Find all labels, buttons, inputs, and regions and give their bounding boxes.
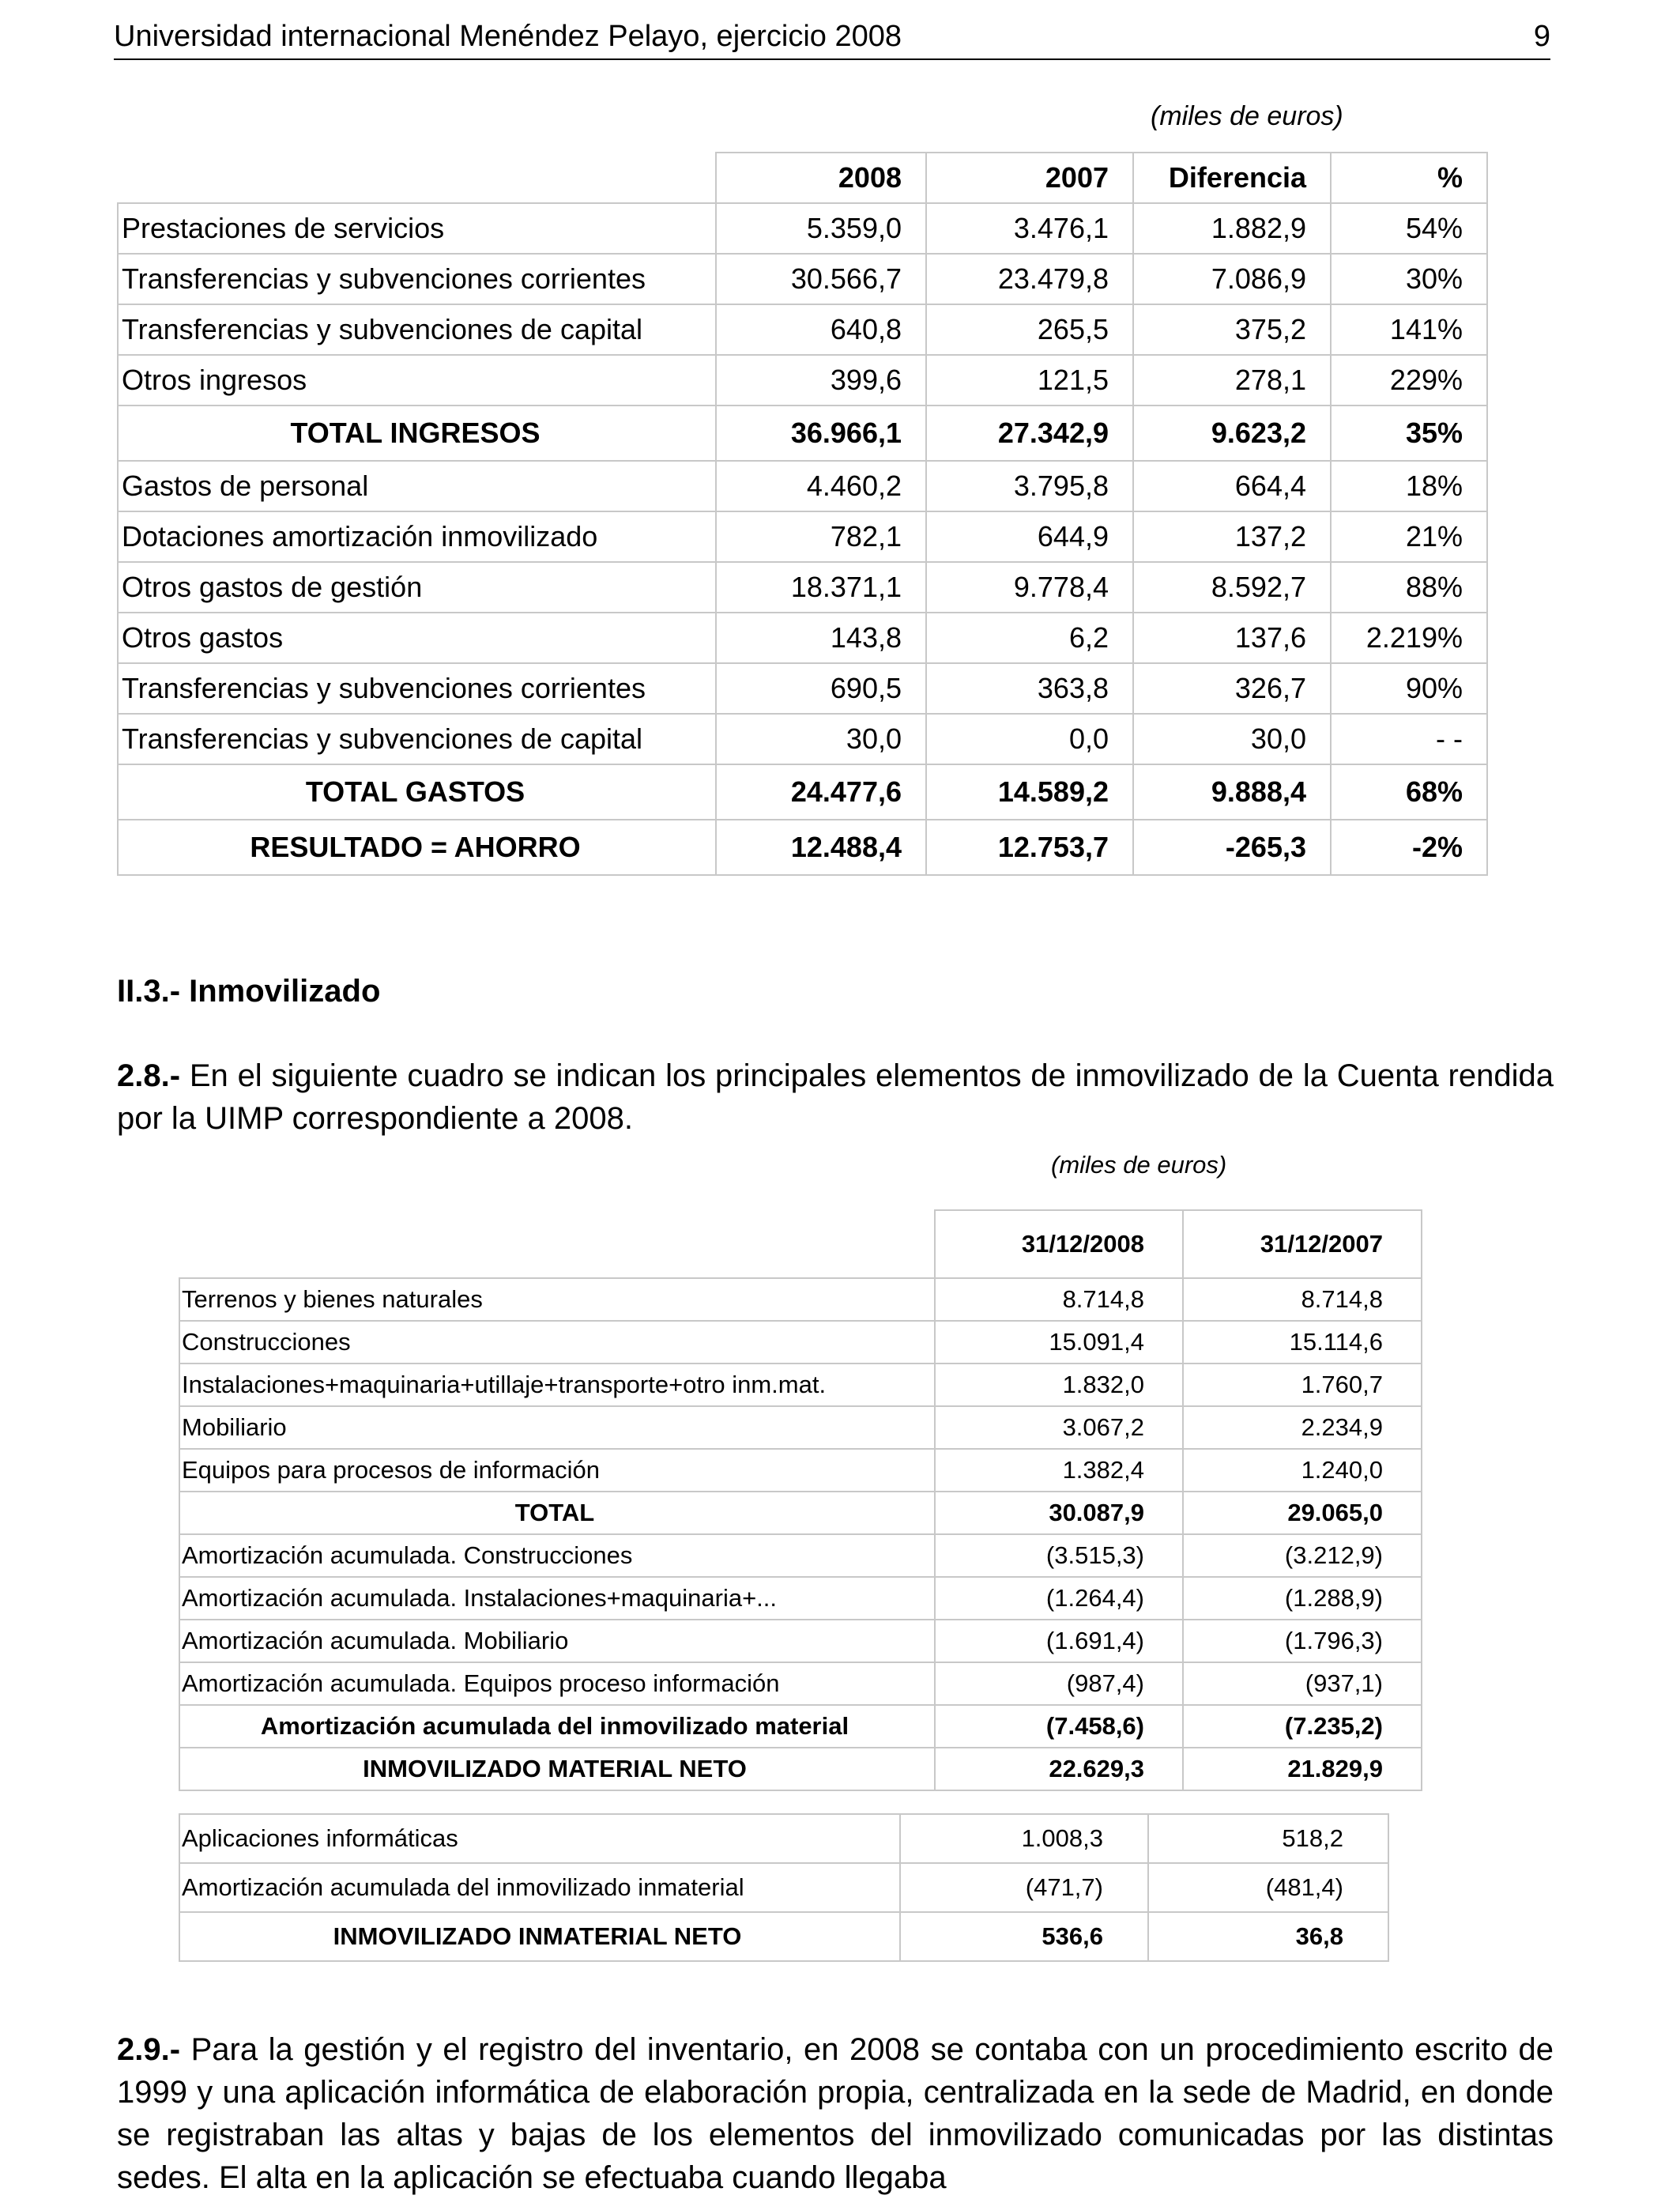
paragraph-2-9 [117, 2028, 1554, 2199]
cell-value: 265,5 [926, 304, 1133, 355]
row-label: Amortización acumulada del inmovilizado material [179, 1705, 935, 1748]
row-label: Otros gastos [118, 613, 716, 663]
cell-value: -2% [1331, 820, 1487, 875]
header-blank-cell [118, 153, 716, 203]
row-label: Mobiliario [179, 1406, 935, 1449]
row-label: Gastos de personal [118, 461, 716, 511]
cell-value: 3.067,2 [935, 1406, 1183, 1449]
cell-value: 18% [1331, 461, 1487, 511]
row-label: Equipos para procesos de información [179, 1449, 935, 1492]
cell-value: 399,6 [716, 355, 926, 405]
total-row [118, 405, 1487, 461]
table-row [179, 1814, 1388, 1863]
cell-value: 8.592,7 [1133, 562, 1331, 613]
cell-value: 15.091,4 [935, 1321, 1183, 1364]
cell-value: 143,8 [716, 613, 926, 663]
cell-value: 21.829,9 [1183, 1748, 1422, 1790]
cell-value: 2.219% [1331, 613, 1487, 663]
table-row [179, 1321, 1422, 1364]
table-row [118, 203, 1487, 254]
row-label: RESULTADO = AHORRO [118, 820, 716, 875]
cell-value: 18.371,1 [716, 562, 926, 613]
cell-value: 9.623,2 [1133, 405, 1331, 461]
cell-value: 90% [1331, 663, 1487, 714]
total-row [118, 764, 1487, 820]
cell-value: 22.629,3 [935, 1748, 1183, 1790]
row-label: Amortización acumulada. Instalaciones+maquinaria+... [179, 1577, 935, 1620]
cell-value: 536,6 [900, 1912, 1148, 1961]
cell-value: 690,5 [716, 663, 926, 714]
cell-value: 3.795,8 [926, 461, 1133, 511]
table-row [118, 714, 1487, 764]
total-row [179, 1912, 1388, 1961]
table-row [179, 1364, 1422, 1406]
cell-value: 1.382,4 [935, 1449, 1183, 1492]
row-label: Otros gastos de gestión [118, 562, 716, 613]
cell-value: 326,7 [1133, 663, 1331, 714]
cell-value: 68% [1331, 764, 1487, 820]
cell-value: -265,3 [1133, 820, 1331, 875]
table-row [118, 304, 1487, 355]
cell-value: 137,6 [1133, 613, 1331, 663]
row-label: Amortización acumulada del inmovilizado inmaterial [179, 1863, 900, 1912]
table2-units-note: (miles de euros) [1051, 1151, 1227, 1179]
cell-value: 24.477,6 [716, 764, 926, 820]
row-label: INMOVILIZADO INMATERIAL NETO [179, 1912, 900, 1961]
column-header: % [1331, 153, 1487, 203]
cell-value: 4.460,2 [716, 461, 926, 511]
cell-value: 518,2 [1148, 1814, 1388, 1863]
row-label: Transferencias y subvenciones de capital [118, 714, 716, 764]
page-number: 9 [1533, 20, 1550, 53]
cell-value: 8.714,8 [1183, 1278, 1422, 1321]
table-row [179, 1620, 1422, 1662]
cell-value: (987,4) [935, 1662, 1183, 1705]
cell-value: 29.065,0 [1183, 1492, 1422, 1534]
table-row [118, 254, 1487, 304]
cell-value: 21% [1331, 511, 1487, 562]
cell-value: 27.342,9 [926, 405, 1133, 461]
column-header: 31/12/2007 [1183, 1210, 1422, 1278]
row-label: Transferencias y subvenciones corrientes [118, 663, 716, 714]
cell-value: 30.087,9 [935, 1492, 1183, 1534]
cell-value: 1.008,3 [900, 1814, 1148, 1863]
table-row [179, 1577, 1422, 1620]
cell-value: (7.235,2) [1183, 1705, 1422, 1748]
cell-value: 30,0 [1133, 714, 1331, 764]
cell-value: (3.515,3) [935, 1534, 1183, 1577]
table-header-row [118, 153, 1487, 203]
cell-value: (1.691,4) [935, 1620, 1183, 1662]
cell-value: 664,4 [1133, 461, 1331, 511]
cell-value: (7.458,6) [935, 1705, 1183, 1748]
cell-value: 12.753,7 [926, 820, 1133, 875]
total-row [179, 1748, 1422, 1790]
cell-value: (1.796,3) [1183, 1620, 1422, 1662]
cell-value: 30,0 [716, 714, 926, 764]
row-label: Dotaciones amortización inmovilizado [118, 511, 716, 562]
cell-value: 1.832,0 [935, 1364, 1183, 1406]
cell-value: 35% [1331, 405, 1487, 461]
table-row [118, 511, 1487, 562]
cell-value: 137,2 [1133, 511, 1331, 562]
column-header: 31/12/2008 [935, 1210, 1183, 1278]
row-label: Prestaciones de servicios [118, 203, 716, 254]
cell-value: 1.760,7 [1183, 1364, 1422, 1406]
paragraph-text: En el siguiente cuadro se indican los principales elementos de inmovilizado de la Cuenta rendida por la UIMP correspondiente a 2008. [117, 1058, 1554, 1136]
cell-value: 88% [1331, 562, 1487, 613]
cell-value: 141% [1331, 304, 1487, 355]
cell-value: (471,7) [900, 1863, 1148, 1912]
table-row [179, 1278, 1422, 1321]
cell-value: 644,9 [926, 511, 1133, 562]
paragraph-number: 2.8.- [117, 1058, 181, 1093]
cell-value: 229% [1331, 355, 1487, 405]
total-row [118, 820, 1487, 875]
header-title: Universidad internacional Menéndez Pelayo, ejercicio 2008 [114, 20, 902, 53]
intangible-assets-table [179, 1813, 1389, 1962]
cell-value: 12.488,4 [716, 820, 926, 875]
total-row [179, 1492, 1422, 1534]
column-header: Diferencia [1133, 153, 1331, 203]
row-label: Amortización acumulada. Construcciones [179, 1534, 935, 1577]
row-label: Terrenos y bienes naturales [179, 1278, 935, 1321]
fixed-assets-table [179, 1209, 1422, 1791]
table-row [118, 613, 1487, 663]
section-title: II.3.- Inmovilizado [117, 974, 381, 1009]
paragraph-text: Para la gestión y el registro del inventario, en 2008 se contaba con un procedimiento escrito de 1999 y una aplicación informática de elaboración propia, centralizada en la sede de Madrid, en donde se registraban las altas y bajas de los elementos del inmovilizado comunicadas por las distintas sedes. El alta en la aplicación se efectuaba cuando llegaba [117, 2032, 1554, 2195]
row-label: Transferencias y subvenciones corrientes [118, 254, 716, 304]
table-row [118, 663, 1487, 714]
table-row [179, 1662, 1422, 1705]
row-label: Construcciones [179, 1321, 935, 1364]
cell-value: 9.778,4 [926, 562, 1133, 613]
cell-value: 375,2 [1133, 304, 1331, 355]
table-row [118, 461, 1487, 511]
paragraph-number: 2.9.- [117, 2032, 181, 2067]
cell-value: 1.240,0 [1183, 1449, 1422, 1492]
table-row [179, 1863, 1388, 1912]
page-header [114, 17, 1550, 60]
cell-value: 363,8 [926, 663, 1133, 714]
table-row [179, 1449, 1422, 1492]
cell-value: (1.264,4) [935, 1577, 1183, 1620]
cell-value: 782,1 [716, 511, 926, 562]
header-blank-cell [179, 1210, 935, 1278]
paragraph-2-8 [117, 1054, 1554, 1140]
cell-value: 30.566,7 [716, 254, 926, 304]
column-header: 2008 [716, 153, 926, 203]
cell-value: 8.714,8 [935, 1278, 1183, 1321]
table-row [118, 355, 1487, 405]
cell-value: 36.966,1 [716, 405, 926, 461]
table-row [118, 562, 1487, 613]
row-label: TOTAL INGRESOS [118, 405, 716, 461]
cell-value: (937,1) [1183, 1662, 1422, 1705]
table1-units-note: (miles de euros) [1151, 101, 1343, 131]
cell-value: (1.288,9) [1183, 1577, 1422, 1620]
cell-value: 6,2 [926, 613, 1133, 663]
cell-value: 0,0 [926, 714, 1133, 764]
column-header: 2007 [926, 153, 1133, 203]
cell-value: 1.882,9 [1133, 203, 1331, 254]
row-label: TOTAL GASTOS [118, 764, 716, 820]
cell-value: 3.476,1 [926, 203, 1133, 254]
row-label: Amortización acumulada. Mobiliario [179, 1620, 935, 1662]
cell-value: - - [1331, 714, 1487, 764]
row-label: Instalaciones+maquinaria+utillaje+transporte+otro inm.mat. [179, 1364, 935, 1406]
cell-value: 7.086,9 [1133, 254, 1331, 304]
income-expense-table [117, 152, 1488, 876]
table-row [179, 1406, 1422, 1449]
row-label: INMOVILIZADO MATERIAL NETO [179, 1748, 935, 1790]
cell-value: 2.234,9 [1183, 1406, 1422, 1449]
cell-value: 9.888,4 [1133, 764, 1331, 820]
cell-value: 5.359,0 [716, 203, 926, 254]
cell-value: 36,8 [1148, 1912, 1388, 1961]
cell-value: 121,5 [926, 355, 1133, 405]
cell-value: 15.114,6 [1183, 1321, 1422, 1364]
cell-value: (481,4) [1148, 1863, 1388, 1912]
cell-value: 54% [1331, 203, 1487, 254]
table-row [179, 1534, 1422, 1577]
row-label: Otros ingresos [118, 355, 716, 405]
cell-value: 14.589,2 [926, 764, 1133, 820]
cell-value: 640,8 [716, 304, 926, 355]
cell-value: (3.212,9) [1183, 1534, 1422, 1577]
total-row [179, 1705, 1422, 1748]
table-header-row [179, 1210, 1422, 1278]
row-label: Amortización acumulada. Equipos proceso información [179, 1662, 935, 1705]
row-label: Aplicaciones informáticas [179, 1814, 900, 1863]
cell-value: 278,1 [1133, 355, 1331, 405]
cell-value: 23.479,8 [926, 254, 1133, 304]
row-label: TOTAL [179, 1492, 935, 1534]
row-label: Transferencias y subvenciones de capital [118, 304, 716, 355]
cell-value: 30% [1331, 254, 1487, 304]
